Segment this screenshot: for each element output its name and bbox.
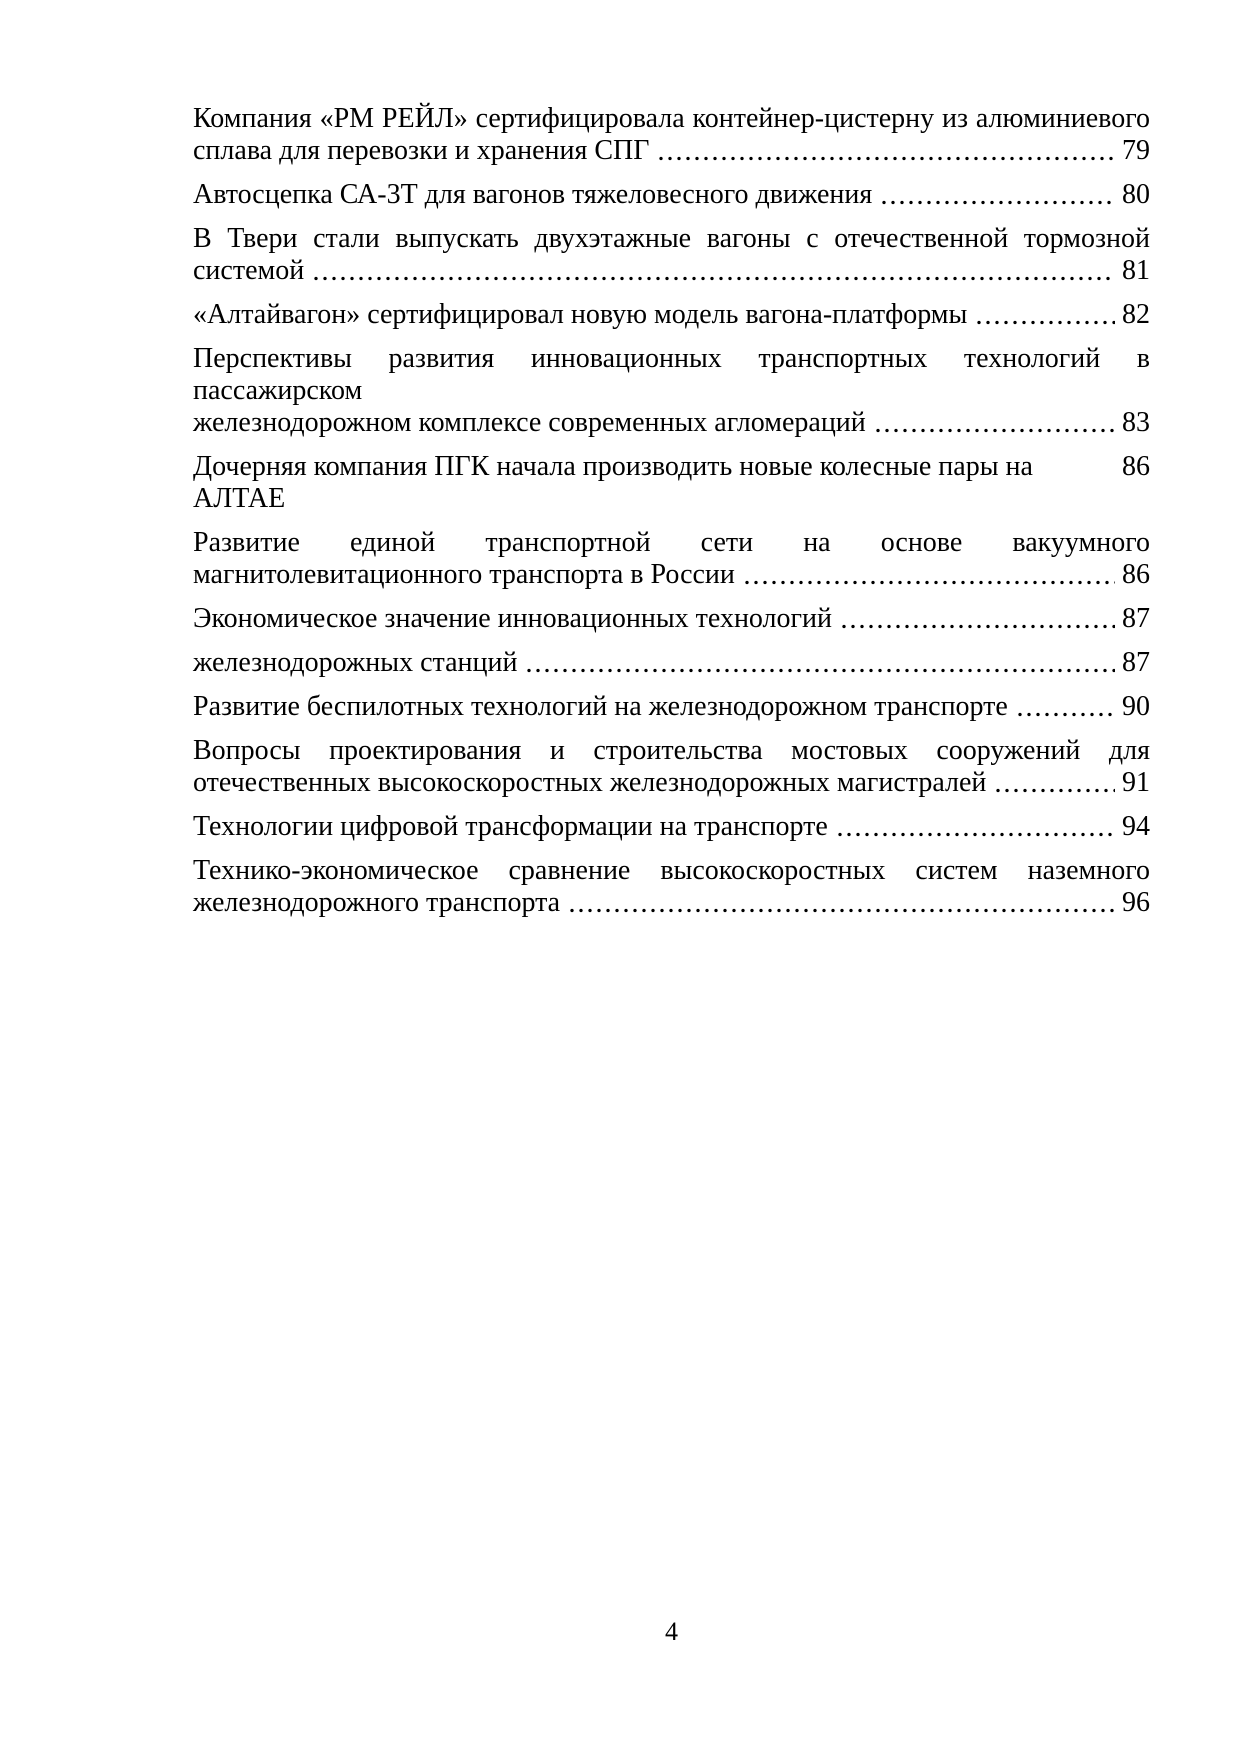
toc-entry-last-line [193, 691, 1150, 723]
toc-dot-leader [1016, 712, 1115, 717]
toc-dot-leader [880, 200, 1115, 205]
toc-dot-leader [994, 788, 1115, 793]
toc-entry-title: железнодорожном комплексе современных агломераций [193, 407, 866, 438]
toc-entry-last-line [193, 887, 1150, 919]
toc-entry-last-line [193, 407, 1150, 439]
toc-page-number: 91 [1122, 767, 1150, 798]
toc-entry[interactable] [193, 343, 1150, 439]
toc-entry-line: Вопросы проектирования и строительства мостовых сооружений для [193, 735, 1150, 766]
toc-list [193, 103, 1150, 931]
toc-dot-leader [874, 428, 1115, 433]
toc-entry-last-line [193, 299, 1150, 331]
toc-entry[interactable] [193, 103, 1150, 167]
toc-entry-title: Экономическое значение инновационных технологий [193, 603, 832, 634]
toc-page-number: 96 [1122, 887, 1150, 918]
toc-entry-title: сплава для перевозки и хранения СПГ [193, 135, 650, 166]
toc-dot-leader [568, 908, 1115, 913]
toc-page-number: 86 [1122, 451, 1150, 482]
toc-dot-leader [840, 624, 1115, 629]
toc-entry[interactable] [193, 527, 1150, 591]
toc-entry-last-line [193, 647, 1150, 679]
toc-entry-line: Перспективы развития инновационных транспортных технологий в пассажирском [193, 343, 1150, 406]
toc-page-number: 82 [1122, 299, 1150, 330]
toc-entry[interactable] [193, 299, 1150, 331]
toc-entry-title: железнодорожного транспорта [193, 887, 561, 918]
page-number: 4 [665, 1617, 678, 1646]
toc-page-number: 81 [1122, 255, 1150, 286]
toc-entry-title: Технологии цифровой трансформации на транспорте [193, 811, 828, 842]
toc-page-number: 80 [1122, 179, 1150, 210]
toc-dot-leader [836, 832, 1115, 837]
toc-entry-line: Развитие единой транспортной сети на основе вакуумного [193, 527, 1150, 558]
toc-entry-last-line [193, 451, 1150, 515]
toc-entry-last-line [193, 135, 1150, 167]
toc-entry-last-line [193, 559, 1150, 591]
toc-entry[interactable] [193, 647, 1150, 679]
toc-entry-line: В Твери стали выпускать двухэтажные вагоны с отечественной тормозной [193, 223, 1150, 254]
toc-entry-last-line [193, 255, 1150, 287]
toc-page-number: 79 [1122, 135, 1150, 166]
toc-entry-title: магнитолевитационного транспорта в России [193, 559, 735, 590]
toc-entry[interactable] [193, 811, 1150, 843]
toc-dot-leader [525, 668, 1115, 673]
toc-dot-leader [975, 320, 1115, 325]
toc-dot-leader [1103, 504, 1115, 509]
toc-page-number: 94 [1122, 811, 1150, 842]
toc-entry-title: Автосцепка СА-3Т для вагонов тяжеловесного движения [193, 179, 873, 210]
toc-dot-leader [743, 580, 1115, 585]
toc-entry-title: системой [193, 255, 305, 286]
toc-dot-leader [312, 276, 1115, 281]
toc-entry[interactable] [193, 179, 1150, 211]
toc-entry-title: «Алтайвагон» сертифицировал новую модель вагона-платформы [193, 299, 968, 330]
toc-entry[interactable] [193, 603, 1150, 635]
toc-page-number: 86 [1122, 559, 1150, 590]
toc-entry-title: Дочерняя компания ПГК начала производить новые колесные пары на АЛТАЕ [193, 451, 1033, 514]
toc-entry-title: отечественных высокоскоростных железнодорожных магистралей [193, 767, 987, 798]
toc-entry[interactable] [193, 735, 1150, 799]
toc-entry[interactable] [193, 223, 1150, 287]
toc-entry-last-line [193, 767, 1150, 799]
toc-page-number: 83 [1122, 407, 1150, 438]
toc-dot-leader [657, 156, 1115, 161]
toc-entry[interactable] [193, 855, 1150, 919]
toc-page-number: 87 [1122, 647, 1150, 678]
toc-entry-last-line [193, 179, 1150, 211]
toc-entry[interactable] [193, 691, 1150, 723]
toc-page-number: 87 [1122, 603, 1150, 634]
toc-entry-last-line [193, 603, 1150, 635]
toc-entry-line: Технико-экономическое сравнение высокоскоростных систем наземного [193, 855, 1150, 886]
toc-entry-line: Компания «РМ РЕЙЛ» сертифицировала контейнер-цистерну из алюминиевого [193, 103, 1150, 134]
toc-entry-title: железнодорожных станций [193, 647, 518, 678]
toc-entry-title: Развитие беспилотных технологий на железнодорожном транспорте [193, 691, 1008, 722]
toc-entry-last-line [193, 811, 1150, 843]
toc-page-number: 90 [1122, 691, 1150, 722]
toc-entry[interactable] [193, 451, 1150, 515]
